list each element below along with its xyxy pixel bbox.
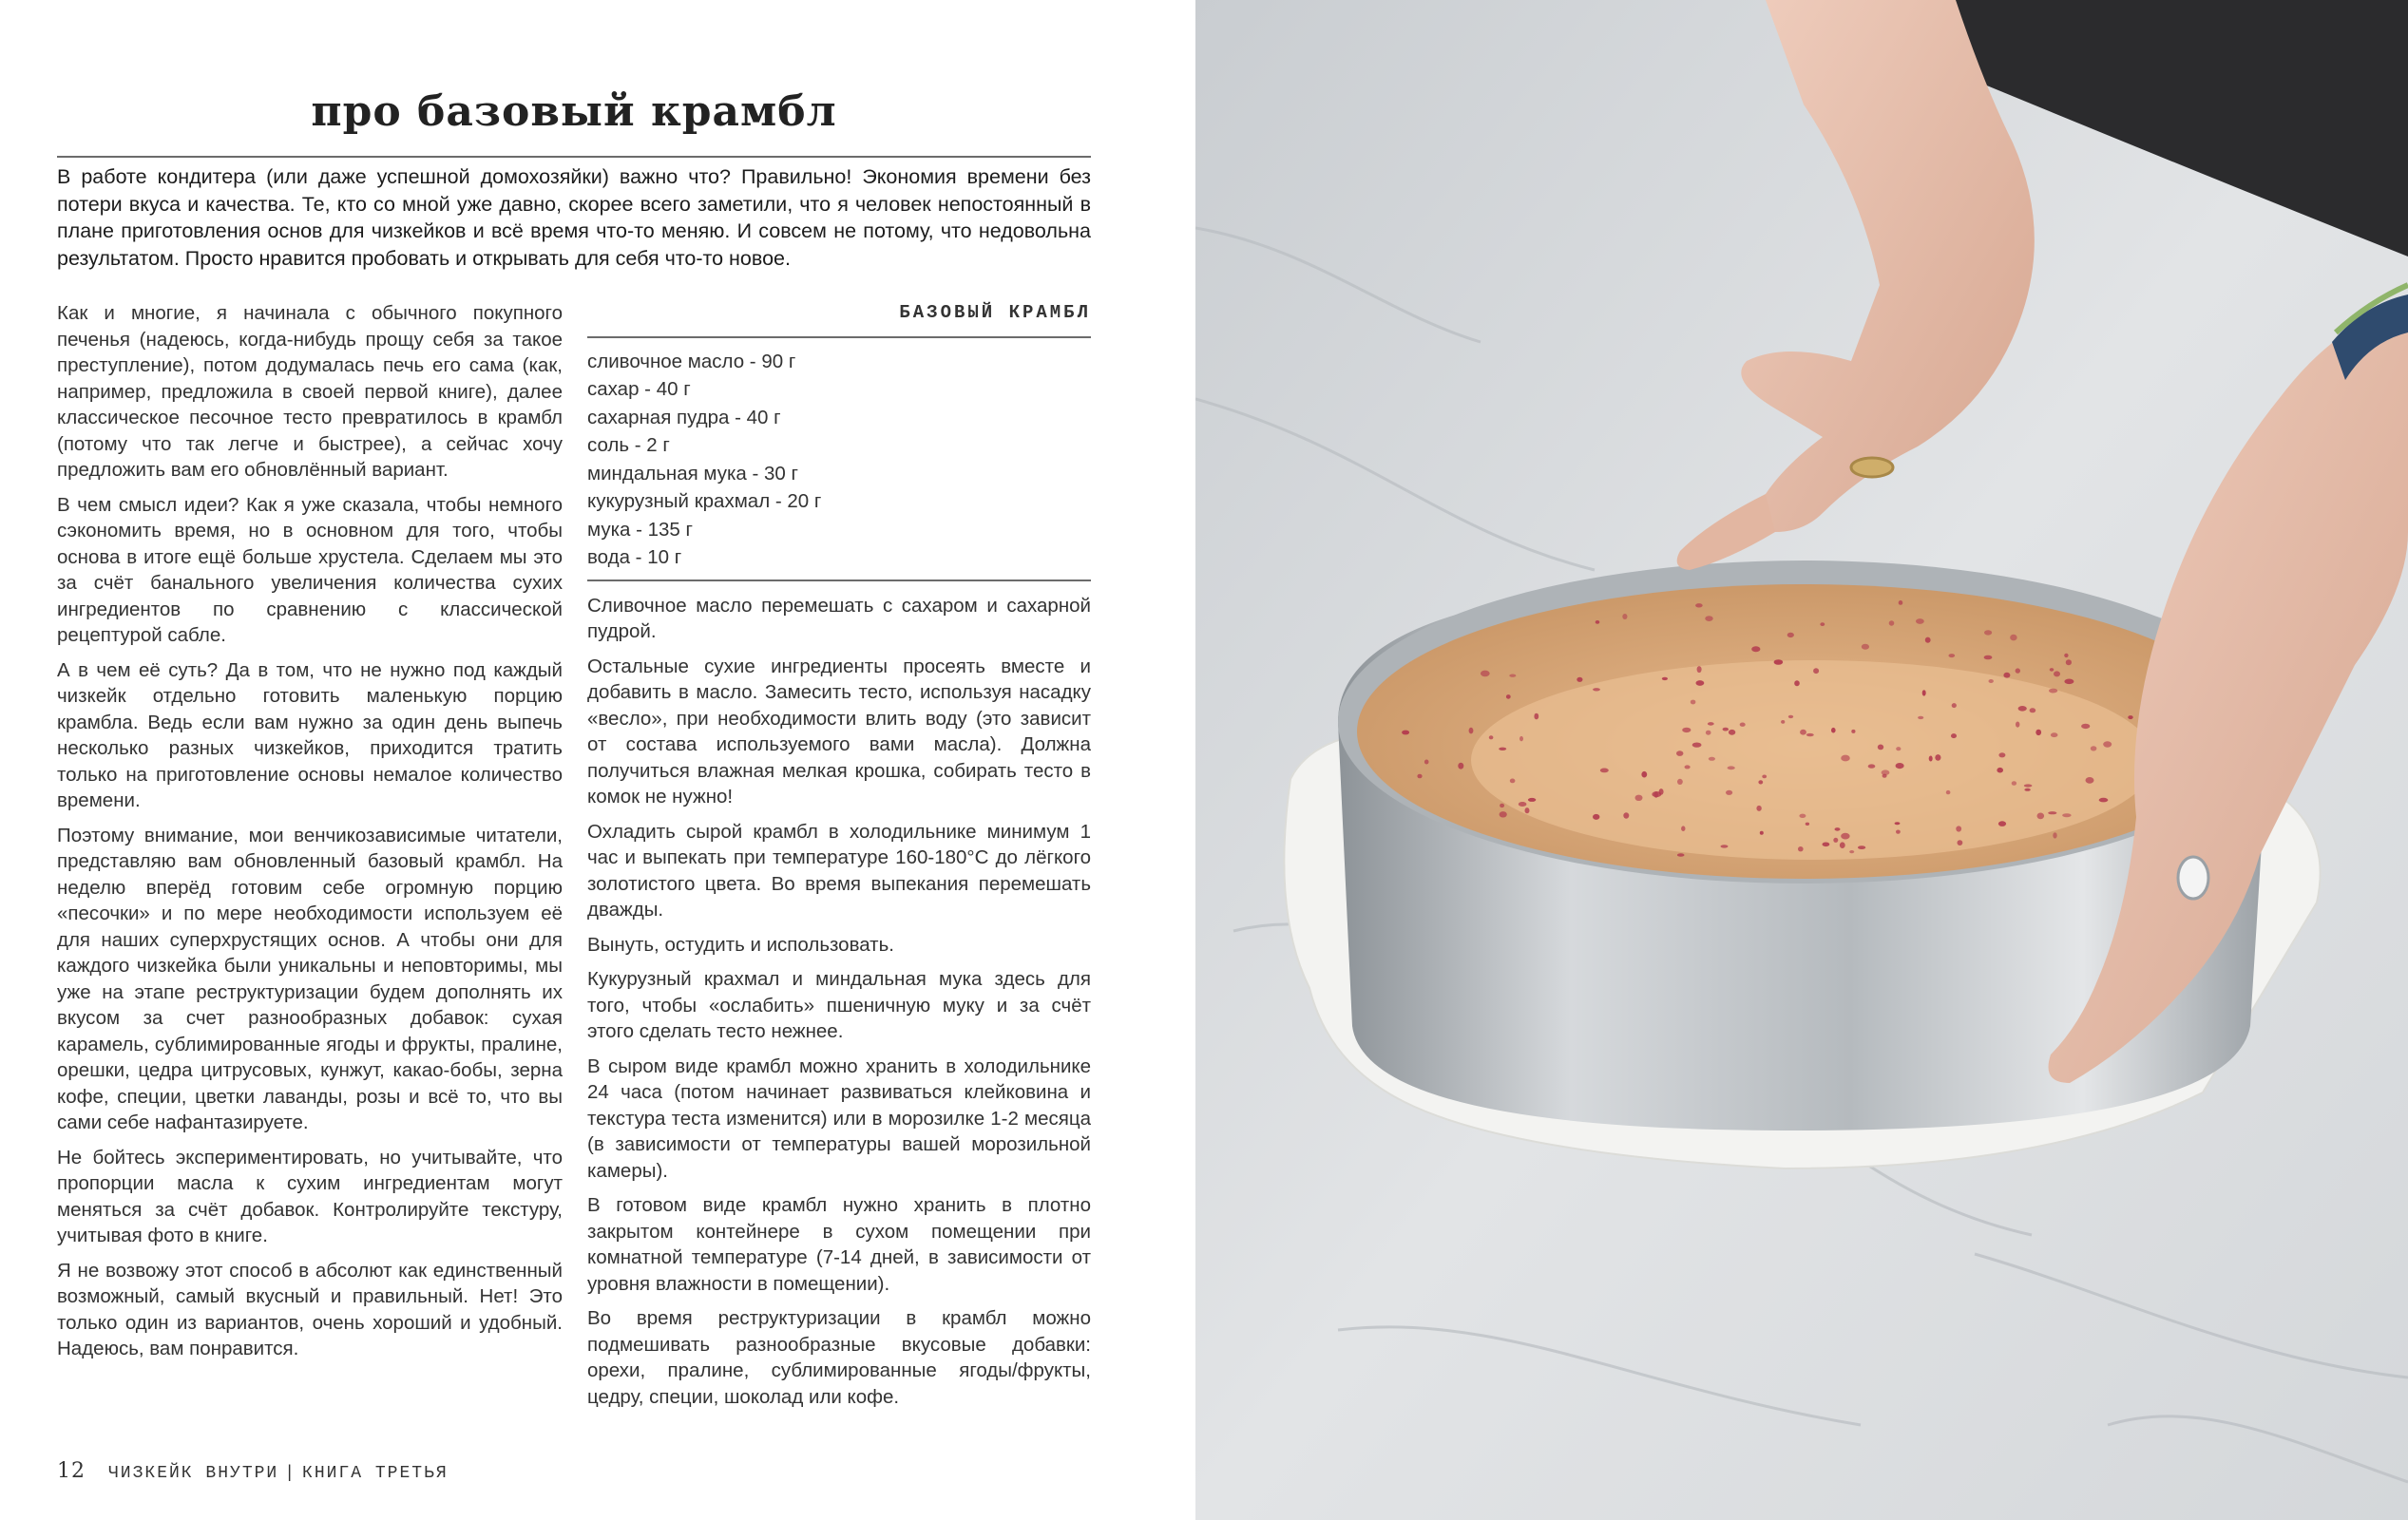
berry-speck	[1851, 730, 1855, 733]
page-title: про базовый крамбл	[311, 87, 837, 136]
berry-speck	[1918, 716, 1923, 719]
berry-speck	[1896, 747, 1901, 750]
berry-speck	[1681, 826, 1685, 831]
diamond-ring	[2178, 857, 2208, 899]
page-number: 12	[57, 1459, 86, 1483]
berry-speck	[1820, 622, 1825, 626]
ingredient-item: соль - 2 г	[587, 434, 670, 456]
berry-speck	[1841, 755, 1850, 762]
berry-speck	[2064, 679, 2074, 685]
berry-speck	[1760, 831, 1764, 835]
berry-speck	[2010, 635, 2016, 641]
berry-speck	[2016, 722, 2019, 728]
recipe-step: Вынуть, остудить и использовать.	[587, 933, 894, 956]
recipe-title: БАЗОВЫЙ КРАМБЛ	[587, 300, 1091, 338]
berry-speck	[1596, 620, 1600, 624]
berry-speck	[1889, 620, 1895, 625]
title-divider	[57, 156, 1091, 158]
berry-speck	[1691, 700, 1696, 705]
berry-speck	[2003, 673, 2010, 678]
berry-speck	[1997, 768, 2003, 773]
berry-speck	[1600, 769, 1609, 773]
recipe-step: Охладить сырой крамбл в холодильнике минимум 1 час и выпекать при температуре 160-180°С до лёгкого золотистого цвета. Во время выпекания перемешать дважды.	[587, 820, 1091, 921]
berry-speck	[2024, 788, 2030, 791]
berry-speck	[2037, 813, 2045, 820]
ingredient-item: сахар - 40 г	[587, 378, 691, 400]
berry-speck	[1896, 830, 1901, 834]
berry-speck	[1641, 771, 1647, 778]
berry-speck	[1652, 791, 1661, 797]
intro-paragraph: В работе кондитера (или даже успешной домохозяйки) важно что? Правильно! Экономия времени без потери вкуса и качества. Те, кто со мной уже давно, скорее всего заметили, что я человек непостоянный в плане приготовления основ для чизкейков и всё время что-то меняю. И совсем не потому, что недовольна результатом. Просто нравится пробовать и открывать для себя что-то новое.	[57, 165, 1091, 270]
body-paragraph: А в чем её суть? Да в том, что не нужно под каждый чизкейк отдельно готовить маленькую порцию крамбла. Ведь если вам нужно за один день выпечь несколько разных чизкейков, приходится тратить только на приготовление основы немалое количество времени.	[57, 658, 563, 811]
ingredient-list	[587, 348, 1091, 581]
body-paragraph: В чем смысл идеи? Как я уже сказала, чтобы немного сэкономить время, но в основном для того, чтобы основа в итоге ещё больше хрустела. Сделаем мы это за счёт банального увеличения количества сухих ингредиентов по сравнению с классической рецептурой сабле.	[57, 493, 563, 646]
ingredient-item: вода - 10 г	[587, 546, 682, 568]
berry-speck	[1952, 703, 1957, 708]
berry-speck	[1762, 775, 1767, 779]
berry-speck	[2128, 715, 2132, 719]
berry-speck	[2103, 741, 2112, 747]
berry-speck	[1577, 677, 1582, 682]
berry-speck	[1509, 674, 1516, 677]
berry-speck	[2048, 811, 2056, 814]
berry-speck	[1794, 680, 1800, 686]
ingredient-item: кукурузный крахмал - 20 г	[587, 490, 822, 512]
berry-speck	[1925, 637, 1931, 643]
berry-speck	[2054, 671, 2060, 676]
recipe-step: В готовом виде крамбл нужно хранить в плотно закрытом контейнере в сухом помещении при комнатной температуре (7-14 дней, в зависимости от уровня влажности в помещении).	[587, 1194, 1091, 1295]
berry-speck	[1806, 823, 1809, 826]
berry-speck	[1958, 840, 1963, 846]
berry-speck	[1841, 833, 1849, 840]
ingredient-item: сахарная пудра - 40 г	[587, 406, 781, 428]
berry-speck	[1500, 811, 1507, 817]
berry-speck	[1696, 680, 1705, 686]
berry-speck	[1951, 733, 1957, 738]
berry-speck	[1506, 694, 1511, 699]
berry-speck	[2050, 668, 2054, 672]
berry-speck	[1697, 666, 1702, 673]
berry-speck	[1682, 728, 1691, 732]
berry-speck	[2024, 784, 2033, 787]
berry-speck	[1862, 644, 1869, 650]
recipe-column	[587, 300, 1091, 1418]
berry-speck	[1984, 656, 1993, 660]
ingredient-item: миндальная мука - 30 г	[587, 462, 798, 484]
berry-speck	[1774, 659, 1784, 665]
berry-speck	[1878, 745, 1883, 750]
berry-speck	[1798, 846, 1804, 851]
recipe-step: Во время реструктуризации в крамбл можно подмешивать разнообразные вкусовые добавки: орехи, пралине, сублимированные ягоды/фрукты, цедру, специи, шоколад или кофе.	[587, 1307, 1091, 1408]
photo-illustration	[1195, 0, 2408, 1520]
berry-speck	[1481, 671, 1490, 677]
berry-speck	[1499, 748, 1506, 750]
berry-speck	[1510, 779, 1516, 784]
berry-speck	[2035, 730, 2041, 735]
berry-speck	[1662, 677, 1668, 680]
berry-speck	[1534, 713, 1538, 720]
berry-speck	[1823, 843, 1830, 847]
recipe-step: Кукурузный крахмал и миндальная мука здесь для того, чтобы «ослабить» пшеничную муку и за счёт этого сделать тесто нежнее.	[587, 968, 1091, 1042]
berry-speck	[2016, 668, 2020, 673]
body-paragraph: Я не возвожу этот способ в абсолют как единственный возможный, самый вкусный и правильный. Нет! Это только один из вариантов, очень хороший и удобный. Надеюсь, вам понравится.	[57, 1259, 563, 1359]
berry-speck	[1705, 616, 1712, 621]
berry-speck	[1635, 795, 1643, 801]
berry-speck	[1709, 757, 1715, 761]
berry-speck	[1831, 728, 1836, 733]
berry-speck	[1417, 774, 1422, 779]
berry-speck	[1840, 842, 1845, 848]
berry-speck	[1723, 728, 1729, 732]
berry-speck	[1676, 750, 1683, 756]
berry-speck	[1899, 600, 1903, 605]
berry-speck	[2062, 813, 2071, 817]
recipe-step: Сливочное масло перемешать с сахаром и сахарной пудрой.	[587, 594, 1091, 642]
berry-speck	[1868, 764, 1876, 768]
berry-speck	[1998, 752, 2005, 757]
berry-speck	[1519, 736, 1523, 741]
berry-speck	[1788, 715, 1793, 718]
berry-speck	[1935, 754, 1940, 761]
berry-speck	[1998, 821, 2006, 826]
berry-speck	[1849, 850, 1854, 853]
berry-speck	[1623, 812, 1629, 818]
berry-speck	[1781, 720, 1785, 724]
berry-speck	[1929, 756, 1933, 762]
recipe-step: В сыром виде крамбл можно хранить в холодильнике 24 часа (потом начинает развиваться клейковина и текстура теста изменится) или в морозилке 1-2 месяца (в зависимости от температуры вашей морозильной камеры).	[587, 1054, 1091, 1182]
berry-speck	[2086, 777, 2094, 784]
berry-speck	[1756, 806, 1761, 811]
berry-speck	[1489, 735, 1494, 739]
berry-speck	[1833, 838, 1838, 843]
berry-speck	[1593, 688, 1600, 691]
berry-speck	[1740, 723, 1746, 727]
book-title: ЧИЗКЕЙК ВНУТРИ	[108, 1464, 279, 1483]
berry-speck	[1949, 654, 1956, 657]
berry-speck	[1956, 826, 1961, 831]
berry-speck	[1916, 618, 1924, 624]
recipe-step: Остальные сухие ингредиенты просеять вместе и добавить в масло. Замесить тесто, используя насадку «весло», при необходимости влить воду (это зависит от состава используемого вами масла). Должна получиться влажная мелкая крошка, собирать тесто в комок не нужно!	[587, 655, 1091, 808]
berry-speck	[1800, 730, 1806, 735]
berry-speck	[1989, 679, 1994, 683]
berry-speck	[1695, 603, 1703, 607]
berry-speck	[1813, 668, 1819, 674]
berry-speck	[1728, 766, 1735, 770]
berry-speck	[1593, 814, 1599, 820]
berry-speck	[1706, 731, 1711, 735]
berry-speck	[2091, 746, 2097, 750]
gold-ring	[1851, 458, 1893, 477]
berry-speck	[1677, 853, 1685, 857]
berry-speck	[1984, 630, 1992, 635]
berry-speck	[1751, 646, 1760, 652]
berry-speck	[2066, 659, 2072, 665]
berry-speck	[1946, 790, 1951, 794]
left-column	[57, 300, 563, 1371]
berry-speck	[2049, 689, 2057, 694]
berry-speck	[2030, 708, 2036, 712]
berry-speck	[1685, 765, 1691, 769]
body-paragraph: Не бойтесь экспериментировать, но учитывайте, что пропорции масла к сухим ингредиентам могут меняться за счёт добавок. Контролируйте текстуру, учитывая фото в книге.	[57, 1146, 563, 1246]
berry-speck	[1525, 808, 1530, 813]
berry-speck	[1469, 728, 1474, 734]
berry-speck	[1787, 633, 1794, 637]
berry-speck	[1622, 614, 1627, 619]
berry-speck	[1528, 798, 1536, 802]
berry-speck	[1458, 763, 1463, 770]
berry-speck	[2012, 781, 2016, 786]
body-paragraph: Поэтому внимание, мои венчикозависимые читатели, представляю вам обновленный базовый крамбл. На неделю вперёд готовим себе огромную порцию «песочки» и по мере необходимости используем её для наших суперхрустящих основ. А чтобы они для каждого чизкейка были уникальны и неповторимы, мы уже на этапе реструктуризации будем дополнять их вкусом за счет разнообразных добавок: сухая карамель, сублимированные ягоды и фрукты, пралине, орешки, цедра цитрусовых, кунжут, какао-бобы, зерна кофе, специи, цветки лаванды, розы и всё то, что вы сами себе нафантазируете.	[57, 824, 563, 1133]
berry-speck	[1729, 730, 1735, 735]
berry-speck	[2081, 724, 2090, 729]
berry-speck	[1726, 790, 1732, 795]
ingredient-item: мука - 135 г	[587, 518, 693, 541]
text-page	[0, 0, 1195, 1520]
page-footer	[57, 1459, 449, 1483]
berry-speck	[1692, 743, 1702, 748]
berry-speck	[1806, 733, 1814, 736]
body-paragraph: Как и многие, я начинала с обычного покупного печенья (надеюсь, когда-нибудь прощу себя за такое преступление), потом додумалась печь его сама (как, например, предложила в своей первой книге), далее классическое песочное тесто превратилось в крамбл (потому что так легче и быстрее), а сейчас хочу предложить вам его обновлённый вариант.	[57, 302, 563, 481]
recipe-steps	[587, 593, 1091, 1411]
footer-separator: |	[284, 1464, 297, 1483]
berry-speck	[1708, 722, 1714, 726]
berry-speck	[1677, 779, 1683, 785]
berry-speck	[1758, 780, 1763, 784]
berry-speck	[1799, 814, 1806, 818]
berry-speck	[1922, 690, 1926, 695]
berry-speck	[1519, 802, 1527, 807]
berry-speck	[1882, 770, 1890, 775]
berry-speck	[2018, 706, 2027, 712]
berry-speck	[1835, 827, 1841, 831]
berry-speck	[1858, 846, 1865, 849]
cheesecake-photo	[1195, 0, 2408, 1520]
berry-speck	[2099, 798, 2109, 803]
berry-speck	[2053, 832, 2056, 838]
berry-speck	[1721, 845, 1729, 847]
berry-speck	[1424, 760, 1429, 765]
berry-speck	[1500, 804, 1504, 808]
berry-speck	[2051, 732, 2058, 737]
berry-speck	[1895, 822, 1901, 825]
berry-speck	[1896, 763, 1904, 769]
ingredient-item: сливочное масло - 90 г	[587, 350, 796, 372]
berry-speck	[1402, 731, 1409, 735]
book-part: КНИГА ТРЕТЬЯ	[302, 1464, 449, 1483]
berry-speck	[2064, 654, 2068, 657]
